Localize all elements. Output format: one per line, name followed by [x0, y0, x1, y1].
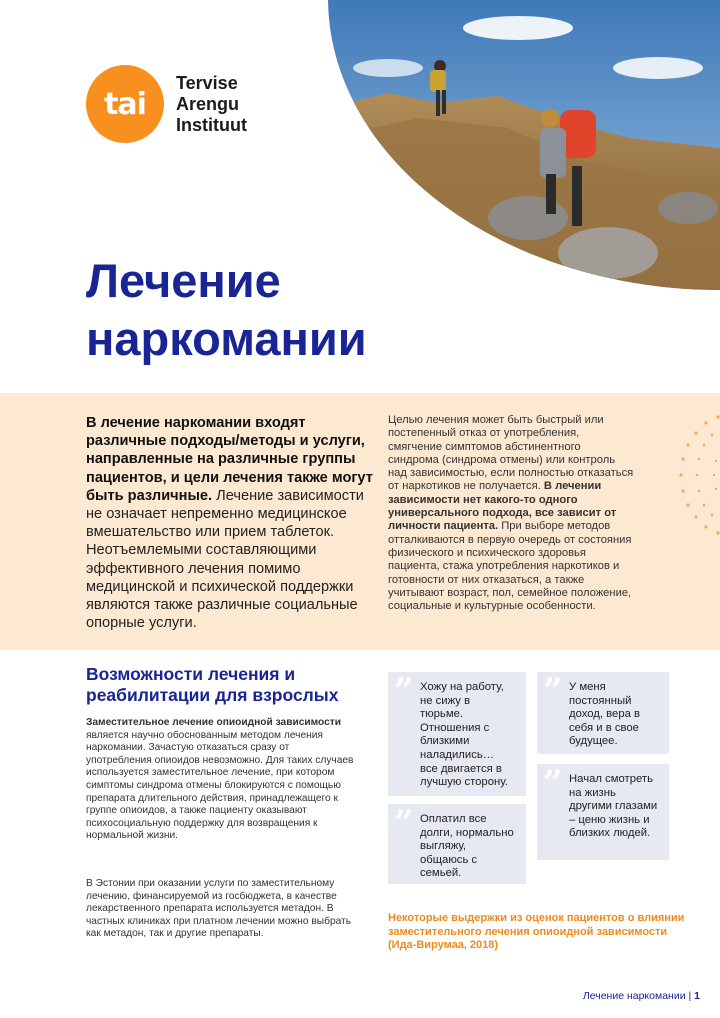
tai-logo: [86, 65, 247, 143]
decorative-dots: [650, 405, 720, 545]
page-footer: [583, 990, 700, 1002]
quote-card-4: [388, 804, 526, 884]
page-title-line-1: Лечение: [86, 254, 281, 307]
page-title: [86, 252, 367, 368]
quote-1-text: Хожу на работу, не сижу в тюрьме. Отношения с близкими наладились… все двигается в лучшую сторону.: [420, 681, 508, 789]
quote-card-2: [537, 672, 669, 754]
quote-mark-icon: ”: [543, 671, 563, 711]
section-heading: Возможности лечения и реабилитации для взрослых: [86, 664, 339, 705]
intro-right-column: [388, 414, 634, 613]
right-bold: В лечении зависимости нет какого-то одного универсального подхода, все зависит от личности пациента.: [388, 480, 617, 533]
quote-text-2: [545, 681, 657, 749]
footer-separator: |: [688, 990, 692, 1002]
quote-4-text: Оплатил все долги, нормально выгляжу, общаюсь с семьей.: [420, 813, 514, 880]
section-paragraph-1: [86, 717, 356, 843]
quote-mark-icon: ”: [543, 763, 563, 803]
quote-text-4: [396, 813, 516, 881]
quote-card-3: [537, 764, 669, 860]
quote-3-text: Начал смотреть на жизнь другими глазами – ценю жизнь и близких людей.: [569, 773, 658, 840]
logo-mark: tai: [86, 65, 164, 143]
logo-line-1: Tervise: [176, 72, 238, 93]
quote-mark-icon: ”: [394, 803, 414, 843]
page-title-line-2: наркомании: [86, 312, 367, 365]
quote-mark-icon: ”: [394, 671, 414, 711]
section-paragraph-2: В Эстонии при оказании услуги по заместительному лечению, финансируемой из госбюджета, в качестве лекарственного препарата используется метадон. В частных клиниках при платном лечении можно выбрать как метадон, так и другие препараты.: [86, 878, 352, 940]
page-number: 1: [694, 990, 700, 1002]
footer-label: Лечение наркомании: [582, 990, 686, 1002]
section-p1-rest: является научно обоснованным методом лечения наркомании. Зачастую отказаться сразу от употребления опиоидов невозможно. Для таких случаев используется заместительное лечение, при котором симптомы синдрома отмены блокируются с помощью препарата длительного действия, принадлежащего к группе опиоидов, а также пациенту оказывают психосоциальную поддержку для возвращения к нормальной жизни.: [86, 729, 354, 842]
intro-rest: Лечение зависимости не означает непременно медицинское вмешательство или прием таблеток. Неотъемлемыми составляющими эффективного лечения помимо медицинской и психической поддержки являются также различные социальные опорные услуги.: [86, 487, 364, 632]
quote-text-1: [396, 681, 514, 790]
intro-paragraph: [86, 414, 376, 632]
hero-photo: [328, 0, 720, 290]
quotes-caption: Некоторые выдержки из оценок пациентов о влиянии заместительного лечения опиоидной зависимости (Ида-Вирумаа, 2018): [388, 912, 685, 952]
logo-line-3: Instituut: [176, 114, 247, 135]
logo-line-2: Arengu: [176, 93, 239, 114]
right-part-2: При выборе методов отталкиваются в первую очередь от состояния физического и психического здоровья пациента, стажа употребления наркотиков и готовности от них отказаться, а также учитывают возраст, пол, семейное положение, социальные и культурные особенности.: [388, 520, 632, 613]
logo-text: [176, 73, 247, 136]
quote-2-text: У меня постоянный доход, вера в себя и в свое будущее.: [569, 681, 641, 748]
right-part-1: Целью лечения может быть быстрый или постепенный отказ от употребления, смягчение симптомов абстинентного синдрома (синдрома отмены) или контроль над зависимостью, если полностью отказаться от наркотиков не получается.: [388, 414, 634, 493]
quote-card-1: [388, 672, 526, 796]
quote-text-3: [545, 773, 659, 841]
intro-bold: В лечение наркомании входят различные подходы/методы и услуги, направленные на различные группы пациентов, и цели лечения также могут быть различные.: [86, 415, 373, 504]
section-p1-bold: Заместительное лечение опиоидной зависимости: [86, 717, 342, 728]
hikers-image: [328, 0, 720, 290]
